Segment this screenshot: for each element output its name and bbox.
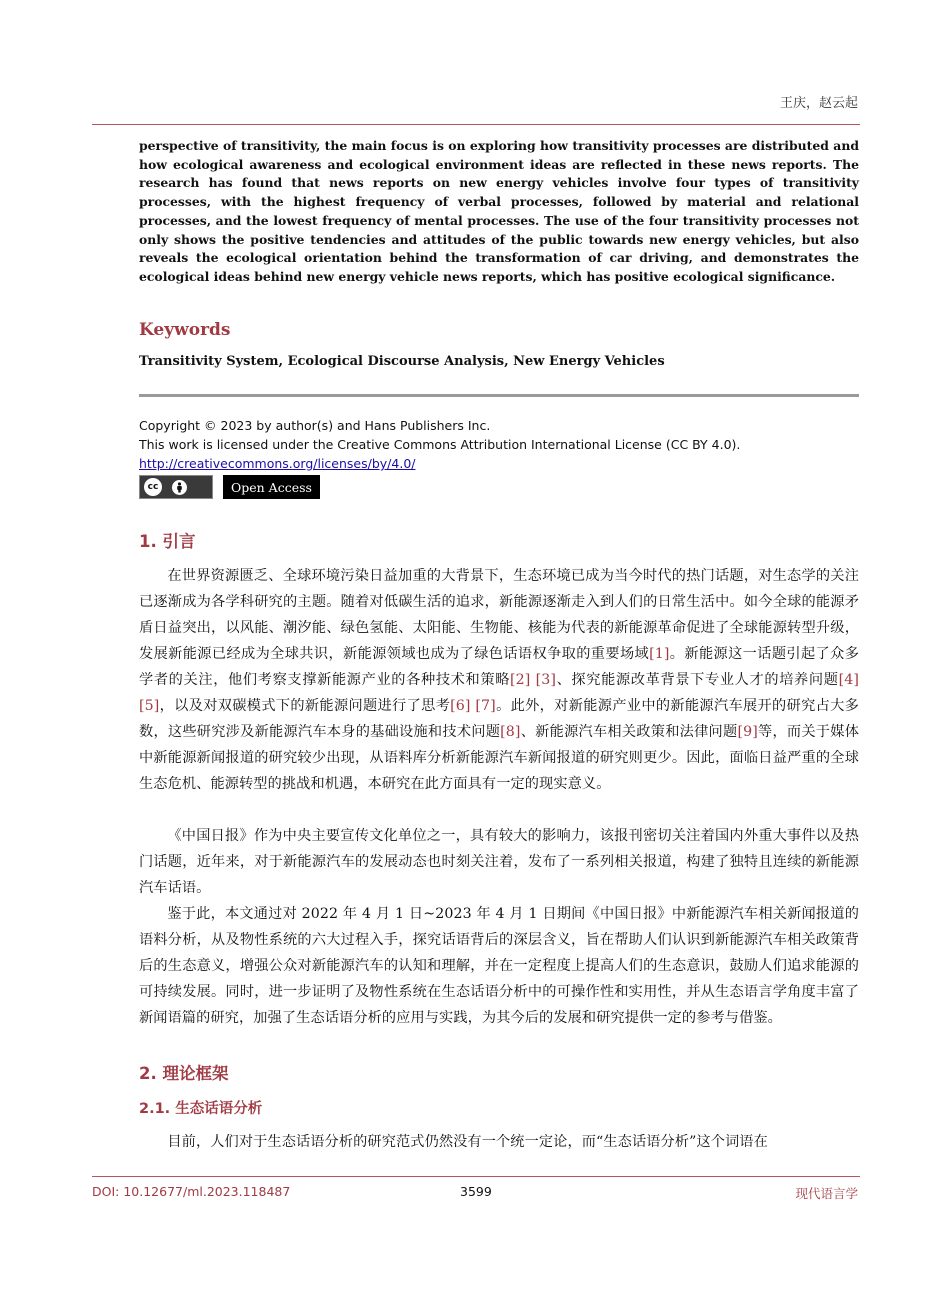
by-person-icon xyxy=(172,480,187,495)
open-access-badge[interactable]: Open Access xyxy=(223,475,320,499)
citation-1[interactable]: [1] xyxy=(649,646,670,662)
section-2-heading: 2. 理论框架 xyxy=(139,1064,229,1083)
section-1-paragraph-3: 鉴于此，本文通过对 2022 年 4 月 1 日~2023 年 4 月 1 日期间《中国日报》中新能源汽车相关新闻报道的语料分析，从及物性系统的六大过程入手，探究话语背后的深层含义，旨在帮助人们认识到新能源汽车相关政策背后的生态意义，增强公众对新能源汽车的认知和理解，并在一定程度上提高人们的生态意识，鼓励人们追求能源的可持续发展。同时，进一步证明了及物性系统在生态话语分析中的可操作性和实用性，并从生态语言学角度丰富了新闻语篇的研究，加强了生态话语分析的应用与实践，为其今后的发展和研究提供一定的参考与借鉴。 xyxy=(139,906,859,1026)
section-1-paragraph-1: 在世界资源匮乏、全球环境污染日益加重的大背景下，生态环境已成为当今时代的热门话题，对生态学的关注已逐渐成为各学科研究的主题。随着对低碳生活的追求，新能源逐渐走入到人们的日常生活中。如今全球的能源矛盾日益突出，以风能、潮汐能、绿色氢能、太阳能、生物能、核能为代表的新能源革命促进了全球能源转型升级，发展新能源已经成为全球共识，新能源领域也成为了绿色话语权争取的重要场域[1]。新能源这一话题引起了众多学者的关注，他们考察支撑新能源产业的各种技术和策略[2] [3]、探究能源改革背景下专业人才的培养问题[4] [5]，以及对双碳模式下的新能源问题进行了思考[6] [7]。此外，对新能源产业中的新能源汽车展开的研究占大多数，这些研究涉及新能源汽车本身的基础设施和技术问题[8]、新能源汽车相关政策和法律问题[9]等，而关于媒体中新能源新闻报道的研究较少出现，从语料库分析新能源汽车新闻报道的研究则更少。因此，面临日益严重的全球生态危机、能源转型的挑战和机遇，本研究在此方面具有一定的现实意义。 xyxy=(139,568,859,792)
cc-by-badge[interactable] xyxy=(139,475,213,499)
license-statement: This work is licensed under the Creative Commons Attribution International License (CC BY 4.0). xyxy=(139,437,741,452)
citation-5[interactable]: [5] xyxy=(139,698,160,714)
abstract-text: perspective of transitivity, the main focus is on exploring how transitivity processes are distributed and how ecological awareness and ecological environment ideas are reflected in these news reports. The research has found that news reports on new energy vehicles involve four types of transitivity processes, with the highest frequency of verbal processes, followed by material and relational processes, and the lowest frequency of mental processes. The use of the four transitivity processes not only shows the positive tendencies and attitudes of the public towards new energy vehicles, but also reveals the ecological orientation behind the transformation of car driving, and demonstrates the ecological ideas behind new energy vehicle news reports, which has positive ecological significance. xyxy=(139,138,859,284)
citation-9[interactable]: [9] xyxy=(737,724,758,740)
citation-4[interactable]: [4] xyxy=(838,672,859,688)
footer-rule xyxy=(92,1176,860,1177)
copyright-line: Copyright © 2023 by author(s) and Hans Publishers Inc. xyxy=(139,418,491,433)
section-2-1-paragraph-1: 目前，人们对于生态话语分析的研究范式仍然没有一个统一定论，而“生态话语分析”这个词语在 xyxy=(167,1134,768,1150)
keywords-heading: Keywords xyxy=(139,320,231,340)
running-head-authors: 王庆，赵云起 xyxy=(779,96,858,111)
subsection-2-1-heading: 2.1. 生态话语分析 xyxy=(139,1101,263,1117)
footer-page-number: 3599 xyxy=(460,1184,492,1199)
citation-6[interactable]: [6] xyxy=(450,698,471,714)
citation-7[interactable]: [7] xyxy=(475,698,496,714)
citation-2[interactable]: [2] xyxy=(510,672,531,688)
header-rule xyxy=(92,124,860,125)
citation-8[interactable]: [8] xyxy=(500,724,521,740)
section-1-heading: 1. 引言 xyxy=(139,532,196,551)
license-block xyxy=(139,416,740,473)
license-link[interactable]: http://creativecommons.org/licenses/by/4.0/ xyxy=(139,456,416,471)
cc-icon: cc xyxy=(144,478,162,496)
keywords-divider xyxy=(139,394,859,397)
footer-doi[interactable]: DOI: 10.12677/ml.2023.118487 xyxy=(92,1184,291,1199)
license-badges xyxy=(139,475,320,499)
keywords-text: Transitivity System, Ecological Discourse Analysis, New Energy Vehicles xyxy=(139,354,665,369)
citation-3[interactable]: [3] xyxy=(535,672,557,688)
section-1-paragraph-2: 《中国日报》作为中央主要宣传文化单位之一，具有较大的影响力，该报刊密切关注着国内外重大事件以及热门话题，近年来，对于新能源汽车的发展动态也时刻关注着，发布了一系列相关报道，构建了独特且连续的新能源汽车话语。 xyxy=(139,828,859,896)
footer-journal: 现代语言学 xyxy=(795,1186,858,1201)
